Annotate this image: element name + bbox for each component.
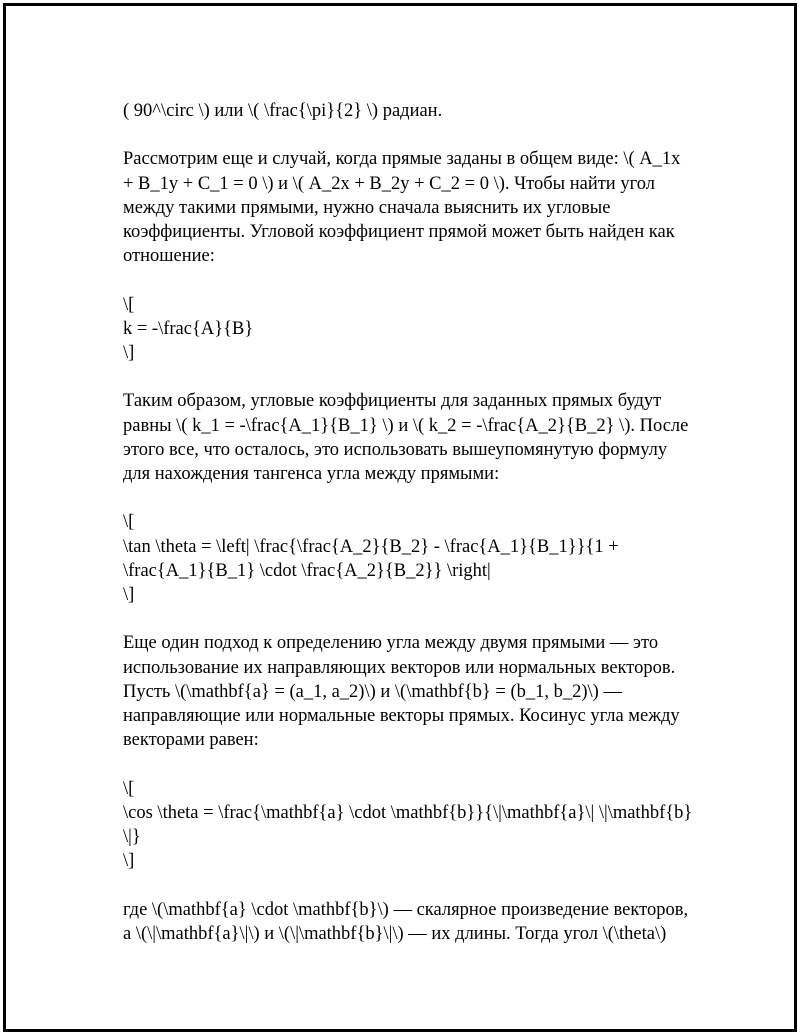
formula-line: \[ [123, 294, 135, 315]
text-line: ( 90^\circ \) или \( \frac{\pi}{2} \) радиан. [123, 101, 443, 121]
paragraph-gap [123, 365, 703, 389]
text-line: отношение: [123, 246, 215, 267]
text-line: этого все, что осталось, это использовать вышеупомянутую формулу [123, 439, 668, 460]
text-line: направляющие или нормальные векторы прямых. Косинус угла между [123, 706, 680, 726]
text-line: Рассмотрим еще и случай, когда прямые заданы в общем виде: \( A_1x [123, 149, 681, 170]
text-line: а \(\|\mathbf{a}\|\) и \(\|\mathbf{b}\|\) — их длины. Тогда угол \(\theta\) [123, 923, 667, 944]
paragraph-gap [123, 123, 703, 147]
text-line: использование их направляющих векторов или нормальных векторов. [123, 657, 676, 678]
formula-line: \] [123, 851, 135, 872]
formula-line: \frac{A_1}{B_1} \cdot \frac{A_2}{B_2}} \right| [123, 560, 491, 581]
paragraph-gap [123, 486, 703, 510]
paragraph-gap [123, 268, 703, 292]
text-line: Еще один подход к определению угла между двумя прямыми — это [123, 633, 659, 654]
text-line: для нахождения тангенса угла между прямыми: [123, 464, 500, 484]
text-line: + B_1y + C_1 = 0 \) и \( A_2x + B_2y + C_2 = 0 \). Чтобы найти угол [123, 173, 655, 194]
formula-line: \cos \theta = \frac{\mathbf{a} \cdot \mathbf{b}}{\|\mathbf{a}\| \|\mathbf{b} [123, 802, 693, 823]
formula-line: \[ [123, 512, 135, 533]
text-line: Пусть \(\mathbf{a} = (a_1, a_2)\) и \(\mathbf{b} = (b_1, b_2)\) — [123, 681, 622, 702]
text-line: векторами равен: [123, 730, 259, 751]
paragraph-gap [123, 873, 703, 897]
paragraph-gap [123, 752, 703, 776]
text-line: коэффициенты. Угловой коэффициент прямой может быть найден как [123, 222, 675, 242]
text-line: между такими прямыми, нужно сначала выяснить их угловые [123, 197, 611, 218]
formula-line: \] [123, 585, 135, 605]
page-frame [3, 3, 797, 1032]
text-line: равны \( k_1 = -\frac{A_1}{B_1} \) и \( k_2 = -\frac{A_2}{B_2} \). После [123, 415, 689, 436]
formula-line: \|} [123, 827, 141, 847]
document-body [123, 99, 703, 946]
text-line: где \(\mathbf{a} \cdot \mathbf{b}\) — скалярное произведение векторов, [123, 899, 689, 920]
formula-line: \] [123, 343, 135, 363]
formula-line: \tan \theta = \left| \frac{\frac{A_2}{B_2} - \frac{A_1}{B_1}}{1 + [123, 536, 619, 557]
paragraph-gap [123, 607, 703, 631]
formula-line: k = -\frac{A}{B} [123, 318, 254, 339]
text-line: Таким образом, угловые коэффициенты для заданных прямых будут [123, 391, 662, 412]
formula-line: \[ [123, 778, 135, 799]
